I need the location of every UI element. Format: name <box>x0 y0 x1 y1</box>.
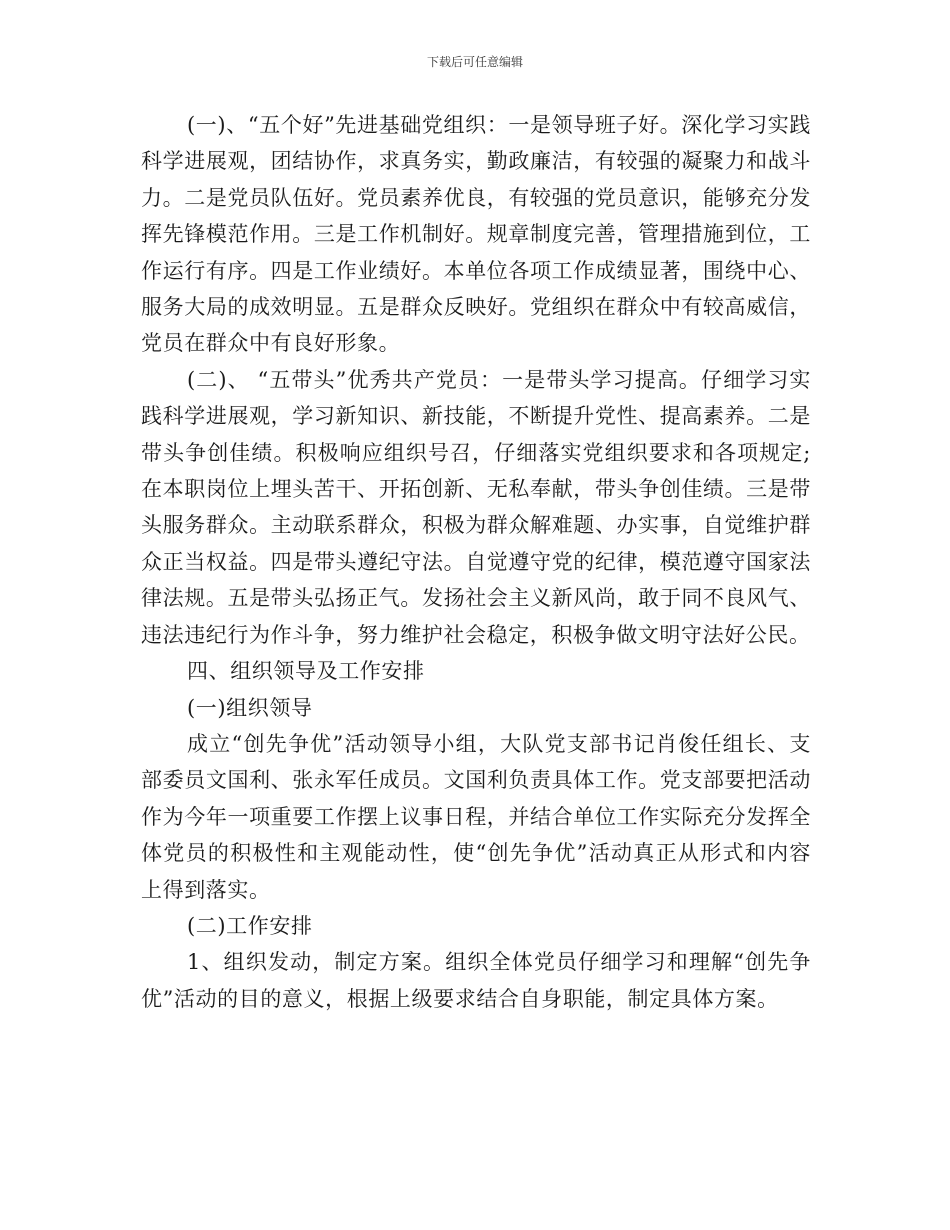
paragraph-mobilization: 1、组织发动，制定方案。组织全体党员仔细学习和理解“创先争优”活动的目的意义，根据上级要求结合自身职能，制定具体方案。 <box>141 950 811 1011</box>
paragraph-five-good-organizations: (一)、“五个好”先进基础党组织：一是领导班子好。深化学习实践科学进展观，团结协作，求真务实，勤政廉洁，有较强的凝聚力和战斗力。二是党员队伍好。党员素养优良，有较强的党员意识，能够充分发挥先锋模范作用。三是工作机制好。规章制度完善，管理措施到位，工作运行有序。四是工作业绩好。本单位各项工作成绩显著，围绕中心、服务大局的成效明显。五是群众反映好。党组织在群众中有较高威信，党员在群众中有良好形象。 <box>141 113 811 356</box>
document-body <box>141 107 811 1017</box>
subheading-work-arrangement: (二)工作安排 <box>187 913 313 938</box>
subheading-organization-leadership: (一)组织领导 <box>187 695 313 720</box>
section-heading-organization: 四、组织领导及工作安排 <box>187 659 425 684</box>
paragraph-leadership-group: 成立“创先争优”活动领导小组，大队党支部书记肖俊任组长、支部委员文国利、张永军任成员。文国利负责具体工作。党支部要把活动作为今年一项重要工作摆上议事日程，并结合单位工作实际充分发挥全体党员的积极性和主观能动性，使“创先争优”活动真正从形式和内容上得到落实。 <box>141 731 811 902</box>
page-header: 下载后可任意编辑 <box>426 55 523 69</box>
paragraph-five-lead-members: (二)、 “五带头”优秀共产党员：一是带头学习提高。仔细学习实践科学进展观，学习新知识、新技能，不断提升党性、提高素养。二是带头争创佳绩。积极响应组织号召，仔细落实党组织要求和各项规定;在本职岗位上埋头苦干、开拓创新、无私奉献，带头争创佳绩。三是带头服务群众。主动联系群众，积极为群众解难题、办实事，自觉维护群众正当权益。四是带头遵纪守法。自觉遵守党的纪律，模范遵守国家法律法规。五是带头弘扬正气。发扬社会主义新风尚，敢于同不良风气、违法违纪行为作斗争，努力维护社会稳定，积极争做文明守法好公民。 <box>141 367 811 647</box>
